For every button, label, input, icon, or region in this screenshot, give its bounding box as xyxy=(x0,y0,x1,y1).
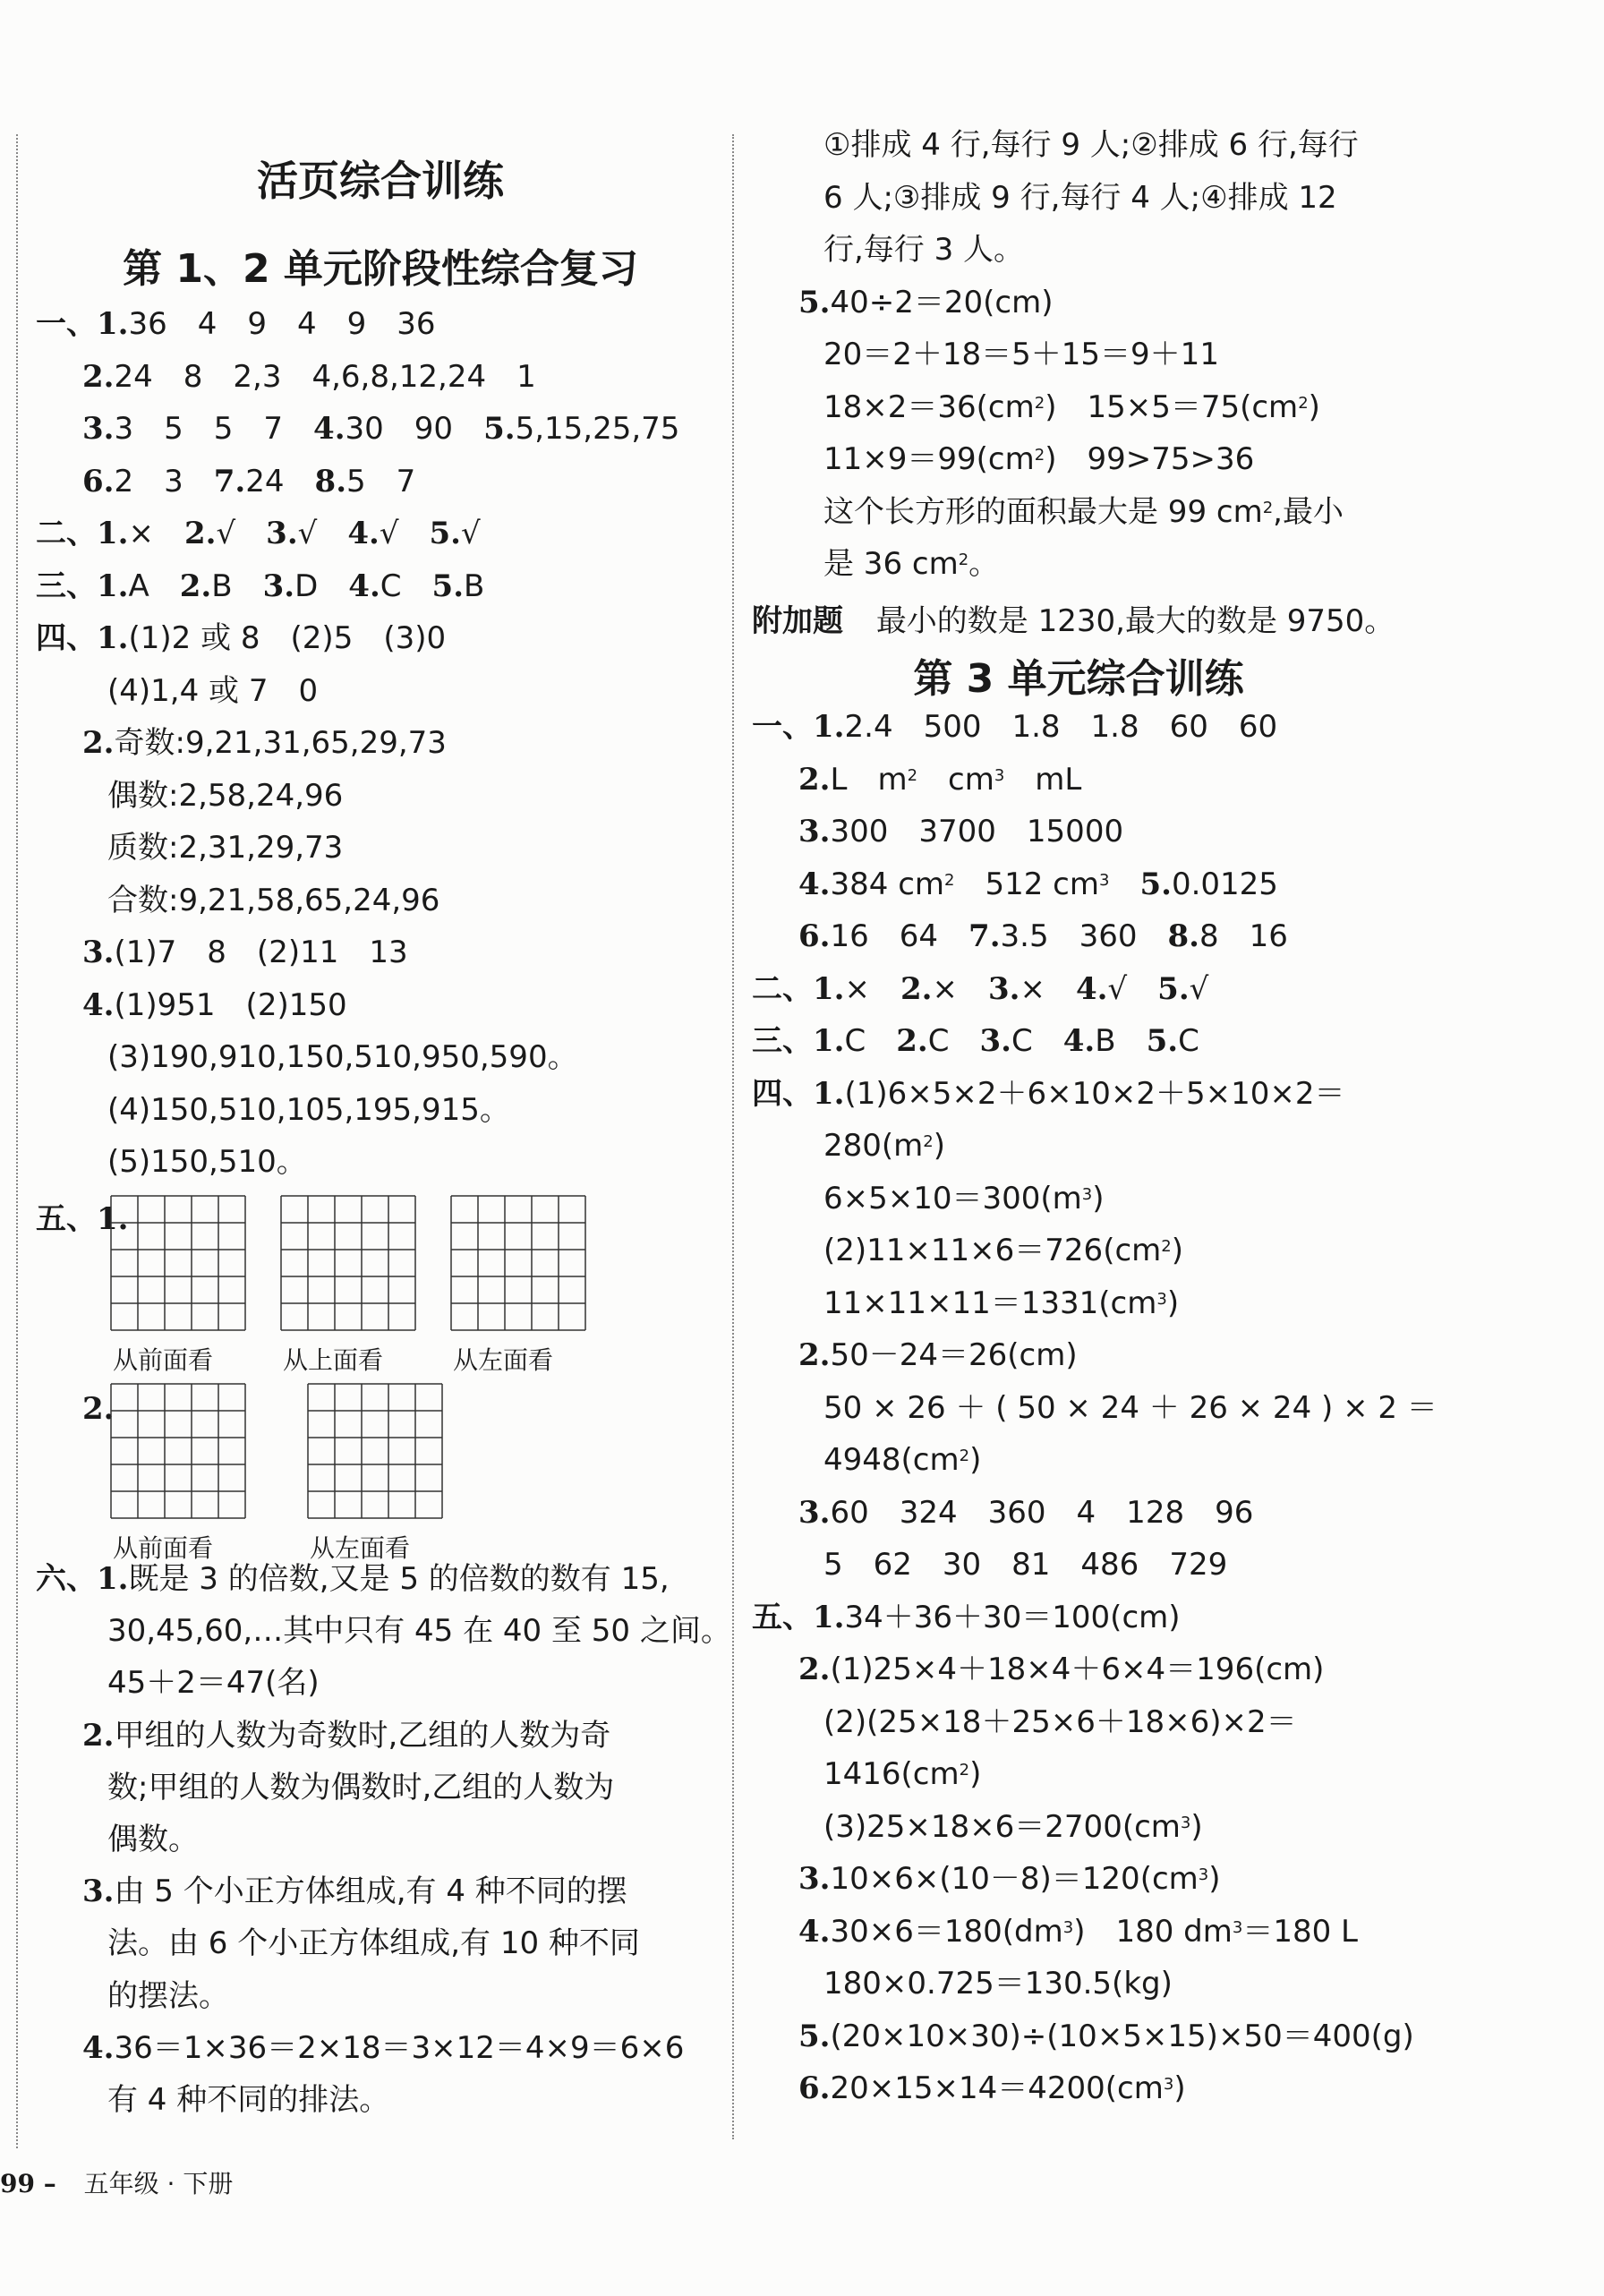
question-number: 一、1. xyxy=(36,306,129,342)
answer-line xyxy=(36,304,436,344)
answer-text: × xyxy=(932,970,988,1007)
answer-text: (1)2 或 8 (2)5 (3)0 xyxy=(128,620,447,656)
answer-text: 180×0.725＝130.5(kg) xyxy=(823,1966,1173,2002)
answer-text: 20＝2＋18＝5＋15＝9＋11 xyxy=(823,337,1219,372)
question-number: 三、1. xyxy=(752,1023,845,1059)
bonus-label: 附加题 xyxy=(752,603,843,639)
answer-text: 2.4 500 1.8 1.8 60 60 xyxy=(844,709,1278,745)
answer-text: $280(m^2)$ xyxy=(823,1128,945,1164)
answer-line xyxy=(798,283,1054,322)
answer-text: (4)1,4 或 7 0 xyxy=(107,672,319,709)
question-number: 4. xyxy=(347,516,380,551)
answer-text: B xyxy=(211,568,263,604)
answer-text: $(2)11\times 11\times 6=726(cm^2)$ xyxy=(823,1233,1183,1268)
answer-line xyxy=(107,828,343,867)
answer-text: 法。由 6 个小正方体组成,有 10 种不同 xyxy=(107,1925,640,1962)
question-number: 6. xyxy=(798,2070,831,2106)
answer-text: 50－24＝26(cm) xyxy=(830,1337,1078,1373)
answer-line xyxy=(823,1179,1105,1218)
left-column-divider xyxy=(16,134,18,2148)
view-label: 从左面看 xyxy=(310,1533,411,1563)
answer-line xyxy=(82,2028,684,2068)
question-number: 2. xyxy=(798,1337,831,1373)
view-label: 从左面看 xyxy=(453,1345,554,1375)
answer-line xyxy=(823,1703,1297,1742)
answer-line xyxy=(107,881,439,920)
answer-text: $18\times 2=36(cm^2)$ $15\times 5=75(cm^2)$ xyxy=(823,388,1320,425)
answer-line xyxy=(107,1090,510,1130)
answer-text: C xyxy=(1178,1023,1199,1059)
answer-text: 行,每行 3 人。 xyxy=(823,232,1025,268)
question-number: 5. xyxy=(798,284,831,320)
answer-text: (20×10×30)÷(10×5×15)×50＝400(g) xyxy=(830,2018,1414,2054)
answer-line xyxy=(107,1142,307,1182)
question-number: 5. xyxy=(483,411,516,447)
answer-line xyxy=(823,178,1337,218)
question-number: 4. xyxy=(798,866,831,902)
view-label: 从前面看 xyxy=(113,1533,214,1563)
answer-line xyxy=(82,462,415,501)
question-number: 4. xyxy=(82,2029,115,2066)
view-label: 从上面看 xyxy=(283,1345,384,1375)
question-number: 4. xyxy=(348,568,380,604)
page-number: 99 – xyxy=(0,2169,56,2198)
answer-line xyxy=(823,1545,1227,1584)
answer-text: 2 3 xyxy=(114,463,214,499)
answer-text: C xyxy=(1011,1023,1063,1059)
answer-text: 3.5 360 xyxy=(1000,918,1168,954)
front-view-grid xyxy=(109,1194,247,1332)
answer-line xyxy=(798,1859,1221,1899)
answer-line xyxy=(82,1716,610,1755)
answer-text: 偶数。 xyxy=(107,1822,199,1857)
answer-text: √ xyxy=(216,516,267,551)
answer-text: $11\times 9=99(cm^2)$ 99>75>36 xyxy=(823,441,1255,477)
answer-line xyxy=(823,335,1219,374)
answer-line xyxy=(798,1912,1358,1951)
question-number: 2. xyxy=(900,970,933,1007)
answer-text: ①排成 4 行,每行 9 人;②排成 6 行,每行 xyxy=(823,127,1359,163)
answer-text: $10\times 6\times(10-8)=120(cm^3)$ xyxy=(830,1861,1221,1897)
answer-text: 30 90 xyxy=(345,411,484,447)
answer-text: 既是 3 的倍数,又是 5 的倍数的数有 15, xyxy=(128,1561,670,1597)
view-label: 从前面看 xyxy=(113,1345,214,1375)
answer-text: 甲组的人数为奇数时,乙组的人数为奇 xyxy=(114,1717,611,1754)
question-number: 3. xyxy=(266,516,298,551)
question-number: 4. xyxy=(798,1913,831,1950)
answer-line xyxy=(798,2069,1186,2108)
answer-line xyxy=(752,707,1277,747)
bonus-question xyxy=(752,602,1395,641)
answer-text: 5,15,25,75 xyxy=(515,411,680,447)
answer-line xyxy=(82,986,347,1025)
question-number: 5. xyxy=(429,516,462,551)
answer-text: 0.0125 xyxy=(1171,866,1278,902)
answer-text: 合数:9,21,58,65,24,96 xyxy=(107,882,440,918)
answer-line xyxy=(36,1559,670,1599)
page-footer xyxy=(0,2164,234,2200)
answer-text: 45＋2＝47(名) xyxy=(107,1665,320,1702)
answer-line xyxy=(107,2080,389,2120)
question-number: 2. xyxy=(896,1023,928,1059)
answer-line xyxy=(82,723,447,763)
answer-line xyxy=(107,1611,731,1651)
answer-text: 有 4 种不同的排法。 xyxy=(107,2082,390,2118)
left-view-grid-2 xyxy=(306,1382,444,1520)
answer-text: (2)(25×18＋25×6＋18×6)×2＝ xyxy=(823,1703,1297,1740)
answer-text: 奇数:9,21,31,65,29,73 xyxy=(114,725,447,761)
answer-text: 300 3700 15000 xyxy=(830,814,1124,849)
answer-text: 40÷2＝20(cm) xyxy=(830,284,1054,320)
answer-text: $30\times 6=180(dm^3)$ 180 $dm^3=180$ L xyxy=(830,1913,1358,1950)
answer-line xyxy=(36,514,481,553)
answer-text: × xyxy=(844,970,900,1007)
answer-text: 16 64 xyxy=(830,918,969,954)
answer-text: $(3)25\times 18\times 6=2700(cm^3)$ xyxy=(823,1808,1203,1845)
answer-line xyxy=(82,409,679,448)
answer-text: L $m^2$ $cm^3$ mL xyxy=(830,761,1082,798)
answer-text: 60 324 360 4 128 96 xyxy=(830,1494,1254,1531)
bonus-answer: 最小的数是 1230,最大的数是 9750。 xyxy=(875,603,1395,639)
answer-line xyxy=(107,1976,229,2016)
section-five-label: 五、1. xyxy=(36,1201,129,1237)
question-number: 5. xyxy=(1146,1023,1179,1059)
question-number: 2. xyxy=(82,1717,115,1754)
question-number: 2. xyxy=(184,516,217,551)
answer-text: √ xyxy=(1189,970,1209,1007)
center-column-divider xyxy=(732,134,734,2139)
answer-line xyxy=(107,1768,614,1807)
answer-line xyxy=(107,776,343,815)
answer-text: × xyxy=(1020,970,1076,1007)
unit-3-title: 第 3 单元综合训练 xyxy=(913,656,1244,702)
question-number: 二、1. xyxy=(36,516,129,551)
question-number: 7. xyxy=(213,463,246,499)
answer-line xyxy=(823,544,999,584)
answer-line xyxy=(823,440,1254,479)
top-view-grid xyxy=(279,1194,417,1332)
question-number: 一、1. xyxy=(752,709,845,745)
question-number: 3. xyxy=(82,411,115,447)
answer-text: $20\times 15\times 14=4200(cm^3)$ xyxy=(830,2070,1186,2106)
answer-line xyxy=(798,1650,1324,1689)
answer-text: (3)190,910,150,510,950,590。 xyxy=(107,1039,578,1075)
answer-line xyxy=(107,1663,320,1703)
question-number: 二、1. xyxy=(752,970,845,1007)
answer-line xyxy=(107,1820,199,1859)
question-number: 7. xyxy=(968,918,1001,954)
answer-text: 384 $cm^2$ 512 $cm^3$ xyxy=(830,866,1110,902)
answer-text: √ xyxy=(461,516,481,551)
question-number: 3. xyxy=(262,568,295,604)
question-number: 5. xyxy=(1139,866,1172,902)
answer-line xyxy=(823,492,1344,532)
answer-text: 6 人;③排成 9 行,每行 4 人;④排成 12 xyxy=(823,179,1337,216)
answer-text: (4)150,510,105,195,915。 xyxy=(107,1091,510,1128)
answer-text: 36＝1×36＝2×18＝3×12＝4×9＝6×6 xyxy=(114,2029,685,2066)
answer-line xyxy=(752,969,1208,1009)
answer-text: B xyxy=(464,568,485,604)
question-number: 4. xyxy=(313,411,346,447)
answer-line xyxy=(823,230,1024,269)
answer-line xyxy=(823,1964,1173,2003)
unit-1-2-review-title: 第 1、2 单元阶段性综合复习 xyxy=(123,246,638,292)
question-number: 5. xyxy=(431,568,465,604)
answer-text: 是 36 $cm^2$。 xyxy=(823,546,1000,582)
answer-line xyxy=(82,933,408,972)
answer-text: $6\times 5\times 10=300(m^3)$ xyxy=(823,1180,1105,1216)
answer-line xyxy=(823,1284,1179,1323)
question-number: 2. xyxy=(798,1652,831,1687)
answer-text: 30,45,60,…其中只有 45 在 40 至 50 之间。 xyxy=(107,1613,731,1650)
answer-text: D xyxy=(294,568,349,604)
question-number: 6. xyxy=(798,918,831,954)
question-number: 四、1. xyxy=(752,1075,845,1112)
question-number: 3. xyxy=(82,1874,115,1910)
answer-text: $4948(cm^2)$ xyxy=(823,1442,982,1478)
question-number: 8. xyxy=(314,463,347,499)
question-number: 2. xyxy=(82,725,115,761)
answer-text: $1416(cm^2)$ xyxy=(823,1756,982,1792)
answer-text: B xyxy=(1095,1023,1147,1059)
answer-text: C xyxy=(844,1023,897,1059)
answer-line xyxy=(36,567,484,606)
answer-text: √ xyxy=(297,516,348,551)
answer-line xyxy=(798,760,1081,799)
question-number: 8. xyxy=(1167,918,1199,954)
answer-line xyxy=(107,1037,578,1077)
answer-line xyxy=(107,1924,640,1963)
question-number: 3. xyxy=(988,970,1020,1007)
answer-line xyxy=(823,388,1320,427)
answer-text: (1)6×5×2＋6×10×2＋5×10×2＝ xyxy=(844,1075,1345,1112)
answer-line xyxy=(798,1493,1253,1532)
question-number: 五、1. xyxy=(752,1599,845,1635)
answer-text: $11\times 11\times 11=1331(cm^3)$ xyxy=(823,1285,1180,1321)
answer-text: A xyxy=(128,568,180,604)
question-number: 4. xyxy=(82,986,115,1023)
answer-text: × xyxy=(128,516,184,551)
answer-text: (1)951 (2)150 xyxy=(114,986,347,1023)
answer-text: 5 7 xyxy=(346,463,416,499)
answer-line xyxy=(36,619,446,658)
answer-line xyxy=(823,1754,981,1794)
question-number: 3. xyxy=(798,814,831,849)
answer-line xyxy=(823,1231,1183,1270)
question-number: 3. xyxy=(798,1861,831,1897)
answer-text: 24 8 2,3 4,6,8,12,24 1 xyxy=(114,358,536,395)
front-view-grid-2 xyxy=(109,1382,247,1520)
answer-text: 质数:2,31,29,73 xyxy=(107,830,344,866)
answer-line xyxy=(798,2017,1414,2056)
answer-text: 由 5 个小正方体组成,有 4 种不同的摆 xyxy=(114,1874,627,1910)
question-number: 六、1. xyxy=(36,1561,129,1597)
question-number: 2. xyxy=(82,358,115,395)
answer-text: C xyxy=(927,1023,980,1059)
answer-text: 50 × 26 ＋ ( 50 × 24 ＋ 26 × 24 ) × 2 ＝ xyxy=(823,1389,1438,1426)
answer-line xyxy=(82,1872,627,1911)
question-number: 5. xyxy=(798,2018,831,2054)
answer-text: 3 5 5 7 xyxy=(114,411,314,447)
answer-text: √ xyxy=(1107,970,1158,1007)
answer-text: 数;甲组的人数为偶数时,乙组的人数为 xyxy=(107,1769,615,1805)
question-number: 2. xyxy=(798,761,831,798)
answer-line xyxy=(798,1336,1078,1375)
left-view-grid xyxy=(449,1194,587,1332)
answer-line xyxy=(107,671,318,711)
question-number: 5. xyxy=(1157,970,1190,1007)
answer-text: 这个长方形的面积最大是 99 $cm^2$,最小 xyxy=(823,493,1344,530)
answer-text: 偶数:2,58,24,96 xyxy=(107,777,344,814)
question-number: 3. xyxy=(798,1494,831,1531)
answer-text: (1)25×4＋18×4＋6×4＝196(cm) xyxy=(830,1652,1325,1687)
question-number: 3. xyxy=(82,935,115,970)
answer-line xyxy=(823,1388,1438,1428)
answer-text: 的摆法。 xyxy=(107,1977,229,2014)
answer-text: (1)7 8 (2)11 13 xyxy=(114,935,408,970)
question-number: 3. xyxy=(979,1023,1011,1059)
answer-text: 5 62 30 81 486 729 xyxy=(823,1547,1228,1583)
question-number: 6. xyxy=(82,463,115,499)
question-number: 4. xyxy=(1062,1023,1096,1059)
answer-text: 24 xyxy=(245,463,315,499)
page-main-title: 活页综合训练 xyxy=(257,157,504,205)
answer-text: (5)150,510。 xyxy=(107,1144,307,1180)
question-number: 四、1. xyxy=(36,620,129,656)
answer-text: C xyxy=(380,568,432,604)
answer-text: 8 16 xyxy=(1199,918,1288,954)
answer-line xyxy=(823,1440,981,1480)
answer-text: 36 4 9 4 9 36 xyxy=(128,306,436,342)
answer-line xyxy=(823,1126,945,1165)
answer-line xyxy=(823,125,1359,165)
question-number: 2. xyxy=(179,568,212,604)
answer-text: 34＋36＋30＝100(cm) xyxy=(844,1599,1181,1635)
answer-line xyxy=(82,357,536,397)
answer-line xyxy=(752,1074,1345,1114)
answer-line xyxy=(798,917,1288,956)
section-five-q2-label: 2. xyxy=(82,1391,115,1427)
answer-line xyxy=(798,865,1278,904)
question-number: 三、1. xyxy=(36,568,129,604)
grade-label: 五年级 · 下册 xyxy=(83,2169,234,2198)
answer-line xyxy=(752,1598,1181,1637)
answer-line xyxy=(823,1807,1203,1847)
answer-text: √ xyxy=(379,516,430,551)
answer-line xyxy=(798,812,1123,851)
question-number: 4. xyxy=(1076,970,1108,1007)
answer-line xyxy=(752,1021,1199,1061)
